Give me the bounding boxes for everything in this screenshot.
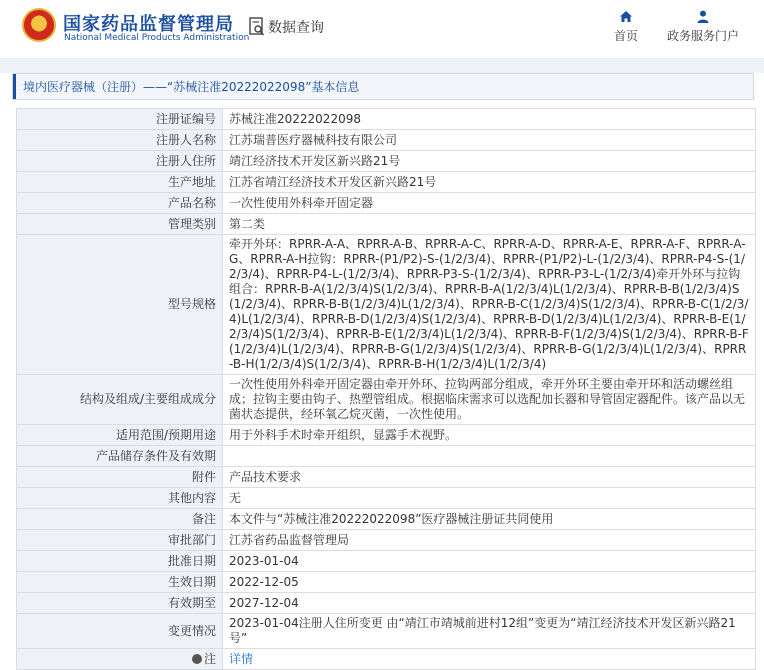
row-label: 其他内容 <box>17 488 223 509</box>
row-value: 2027-12-04 <box>223 593 756 614</box>
table-row <box>17 446 756 467</box>
registration-info-table <box>16 108 756 670</box>
row-value: 牵开外环：RPRR-A-A、RPRR-A-B、RPRR-A-C、RPRR-A-D、RPRR-A-E、RPRR-A-F、RPRR-A-G、RPRR-A-H拉钩：RPRR-(P1/P2)-S-(1/2/3/4)、RPRR-(P1/P2)-L-(1/2/3/4)、RPRR-P4-S-(1/2/3/4)、RPRR-P4-L-(1/2/3/4)、RPRR-P3-S-(1/2/3/4)、RPRR-P3-L-(1/2/3/4)牵开外环与拉钩组合：RPRR-B-A(1/2/3/4)S(1/2/3/4)、RPRR-B-A(1/2/3/4)L(1/2/3/4)、RPRR-B-B(1/2/3/4)S(1/2/3/4)、RPRR-B-B(1/2/3/4)L(1/2/3/4)、RPRR-B-C(1/2/3/4)S(1/2/3/4)、RPRR-B-C(1/2/3/4)L(1/2/3/4)、RPRR-B-D(1/2/3/4)S(1/2/3/4)、RPRR-B-D(1/2/3/4)L(1/2/3/4)、RPRR-B-E(1/2/3/4)S(1/2/3/4)、RPRR-B-E(1/2/3/4)L(1/2/3/4)、RPRR-B-F(1/2/3/4)S(1/2/3/4)、RPRR-B-F(1/2/3/4)L(1/2/3/4)、RPRR-B-G(1/2/3/4)S(1/2/3/4)、RPRR-B-G(1/2/3/4)L(1/2/3/4)、RPRR-B-H(1/2/3/4)S(1/2/3/4)、RPRR-B-H(1/2/3/4)L(1/2/3/4) <box>223 235 756 375</box>
row-label: 型号规格 <box>17 235 223 375</box>
table-row <box>17 235 756 375</box>
row-value: 靖江经济技术开发区新兴路21号 <box>223 151 756 172</box>
user-icon <box>696 10 710 23</box>
row-value: 2022-12-05 <box>223 572 756 593</box>
table-row <box>17 551 756 572</box>
table-row <box>17 172 756 193</box>
details-link[interactable]: 详情 <box>229 651 254 666</box>
row-label: 备注 <box>17 509 223 530</box>
nav-gov-portal[interactable] <box>665 10 741 44</box>
breadcrumb-accent-bar <box>13 74 16 99</box>
table-row <box>17 649 756 670</box>
row-value: 本文件与“苏械注准20222022098”医疗器械注册证共同使用 <box>223 509 756 530</box>
row-value: 无 <box>223 488 756 509</box>
row-value: 产品技术要求 <box>223 467 756 488</box>
table-row <box>17 488 756 509</box>
table-row <box>17 467 756 488</box>
table-row <box>17 530 756 551</box>
row-label: 产品储存条件及有效期 <box>17 446 223 467</box>
row-value: 第二类 <box>223 214 756 235</box>
row-label: 审批部门 <box>17 530 223 551</box>
site-title-en[interactable]: National Medical Products Administration <box>64 33 250 43</box>
row-value: 2023-01-04注册人住所变更 由“靖江市靖城前进村12组”变更为“靖江经济技术开发区新兴路21号” <box>223 614 756 649</box>
national-emblem-icon[interactable] <box>22 8 56 42</box>
row-value: 一次性使用外科牵开固定器 <box>223 193 756 214</box>
magnifier-document-icon <box>249 17 265 37</box>
row-label: 变更情况 <box>17 614 223 649</box>
nav-home[interactable] <box>608 10 644 44</box>
row-value: 江苏瑞普医疗器械科技有限公司 <box>223 130 756 151</box>
row-label: 注册人住所 <box>17 151 223 172</box>
row-label: 注 <box>203 651 216 666</box>
table-row <box>17 425 756 446</box>
row-label: 生产地址 <box>17 172 223 193</box>
row-value: 江苏省靖江经济技术开发区新兴路21号 <box>223 172 756 193</box>
nav-home-label: 首页 <box>613 29 638 43</box>
table-row <box>17 614 756 649</box>
row-label: 适用范围/预期用途 <box>17 425 223 446</box>
row-label: 结构及组成/主要组成成分 <box>17 375 223 425</box>
data-query-title[interactable]: 数据查询 <box>268 20 324 36</box>
note-value-cell <box>223 649 756 670</box>
table-row <box>17 109 756 130</box>
row-value: 用于外科手术时牵开组织，显露手术视野。 <box>223 425 756 446</box>
row-value: 苏械注准20222022098 <box>223 109 756 130</box>
table-row <box>17 509 756 530</box>
row-value <box>223 446 756 467</box>
table-row <box>17 593 756 614</box>
note-label-cell <box>17 649 223 670</box>
row-value: 江苏省药品监督管理局 <box>223 530 756 551</box>
row-label: 产品名称 <box>17 193 223 214</box>
table-row <box>17 572 756 593</box>
table-row <box>17 214 756 235</box>
location-pin-icon <box>192 654 202 664</box>
table-row <box>17 375 756 425</box>
home-icon <box>619 10 633 23</box>
site-title-cn[interactable]: 国家药品监督管理局 <box>63 14 234 35</box>
row-label: 注册证编号 <box>17 109 223 130</box>
nav-portal-label: 政务服务门户 <box>666 29 739 43</box>
row-label: 管理类别 <box>17 214 223 235</box>
header-gap <box>0 58 764 73</box>
row-value: 2023-01-04 <box>223 551 756 572</box>
breadcrumb <box>12 73 754 100</box>
table-row <box>17 151 756 172</box>
row-label: 附件 <box>17 467 223 488</box>
row-label: 生效日期 <box>17 572 223 593</box>
row-label: 有效期至 <box>17 593 223 614</box>
row-label: 注册人名称 <box>17 130 223 151</box>
breadcrumb-text: 境内医疗器械（注册）——“苏械注准20222022098”基本信息 <box>23 80 360 94</box>
table-row <box>17 130 756 151</box>
site-header <box>0 0 764 58</box>
row-label: 批准日期 <box>17 551 223 572</box>
row-value: 一次性使用外科牵开固定器由牵开外环、拉钩两部分组成，牵开外环主要由牵开环和活动螺丝组成；拉钩主要由钩子、热塑管组成。根据临床需求可以选配加长器和导管固定器配件。该产品以无菌状态提供，经环氧乙烷灭菌，一次性使用。 <box>223 375 756 425</box>
table-row <box>17 193 756 214</box>
